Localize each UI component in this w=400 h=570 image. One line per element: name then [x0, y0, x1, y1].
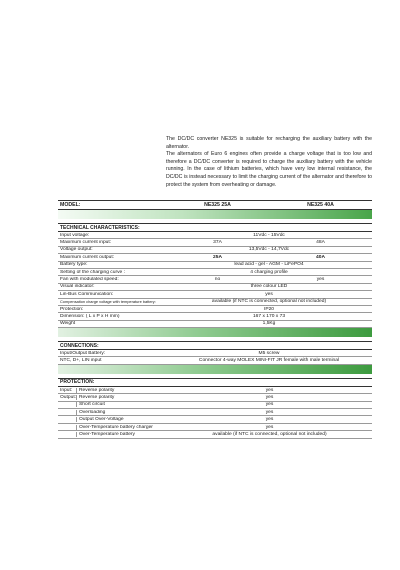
protection-row: Overloading yes [58, 409, 372, 416]
protection-row: Short circuit yes [58, 402, 372, 409]
protection-row: Over-Temperature battery charger yes [58, 424, 372, 431]
technical-header: TECHNICAL CHARACTERISTICS: [58, 223, 372, 232]
green-band [58, 328, 372, 337]
spec-row: Fan with modulated speed: no yes [58, 276, 372, 283]
product-description [166, 136, 372, 189]
model-section [58, 200, 372, 439]
connection-row: NTC, D+, LIN input Connector 4-way MOLEX MINI-FIT JR female with male terminal [58, 357, 372, 364]
spec-row: Compensation charge voltage with temperature battery: available (if NTC is connected, optional not included) [58, 299, 372, 306]
protection-row: Over-Temperature battery available (if NTC is connected, optional not included) [58, 431, 372, 438]
model-40a: NE325 40A [307, 202, 334, 208]
spec-row: Lin-Bus Communication: yes [58, 291, 372, 298]
spec-row: Protection: IP20 [58, 306, 372, 313]
protection-row: Output: Reverse polarity yes [58, 394, 372, 401]
spec-row: Weight 1,5Kg [58, 321, 372, 328]
model-header-row [58, 200, 372, 210]
spec-row: Setting of the charging curve : 4 charging profile [58, 269, 372, 276]
spec-row: Visual indicator: three colour LED [58, 284, 372, 291]
protection-row: Input: Reverse polarity yes [58, 387, 372, 394]
spec-row: Maximum current input: 37A 48A [58, 239, 372, 246]
model-25a: NE325 25A [204, 202, 231, 208]
protection-row: Output Over-Voltage yes [58, 416, 372, 423]
description-paragraph-1: The DC/DC converter NE325 is suitable for recharging the auxiliary battery with the alternator. [166, 136, 372, 150]
description-paragraph-2: The alternators of Euro 6 engines often provide a charge voltage that is too low and therefore a DC/DC converter is required to charge the auxiliary battery with the vehicle running. In the case of lithium batteries, which have very low internal resistance, the DC/DC is instead necessary to limit the charging current of the alternator and therefore to protect the system from overheating or damage. [166, 151, 372, 188]
connections-header: CONNECTIONS: [58, 341, 372, 350]
model-label: MODEL: [60, 202, 81, 208]
connection-row: Input/Output Battery: M5 screw [58, 350, 372, 357]
spec-row: Input voltage: 11Vdc - 15Vdc [58, 232, 372, 239]
spec-row: Voltage output: 13,5Vdc - 14,7Vdc [58, 247, 372, 254]
green-band [58, 210, 372, 219]
spec-row: Dimension: ( L x P x H mm) 167 x 170 x 73 [58, 313, 372, 320]
green-band [58, 365, 372, 374]
spec-row: Maximum current output: 25A 40A [58, 254, 372, 261]
protection-header: PROTECTION: [58, 378, 372, 387]
spec-row: Battery type: lead acid - gel - AGM - LiFePO4 [58, 262, 372, 269]
